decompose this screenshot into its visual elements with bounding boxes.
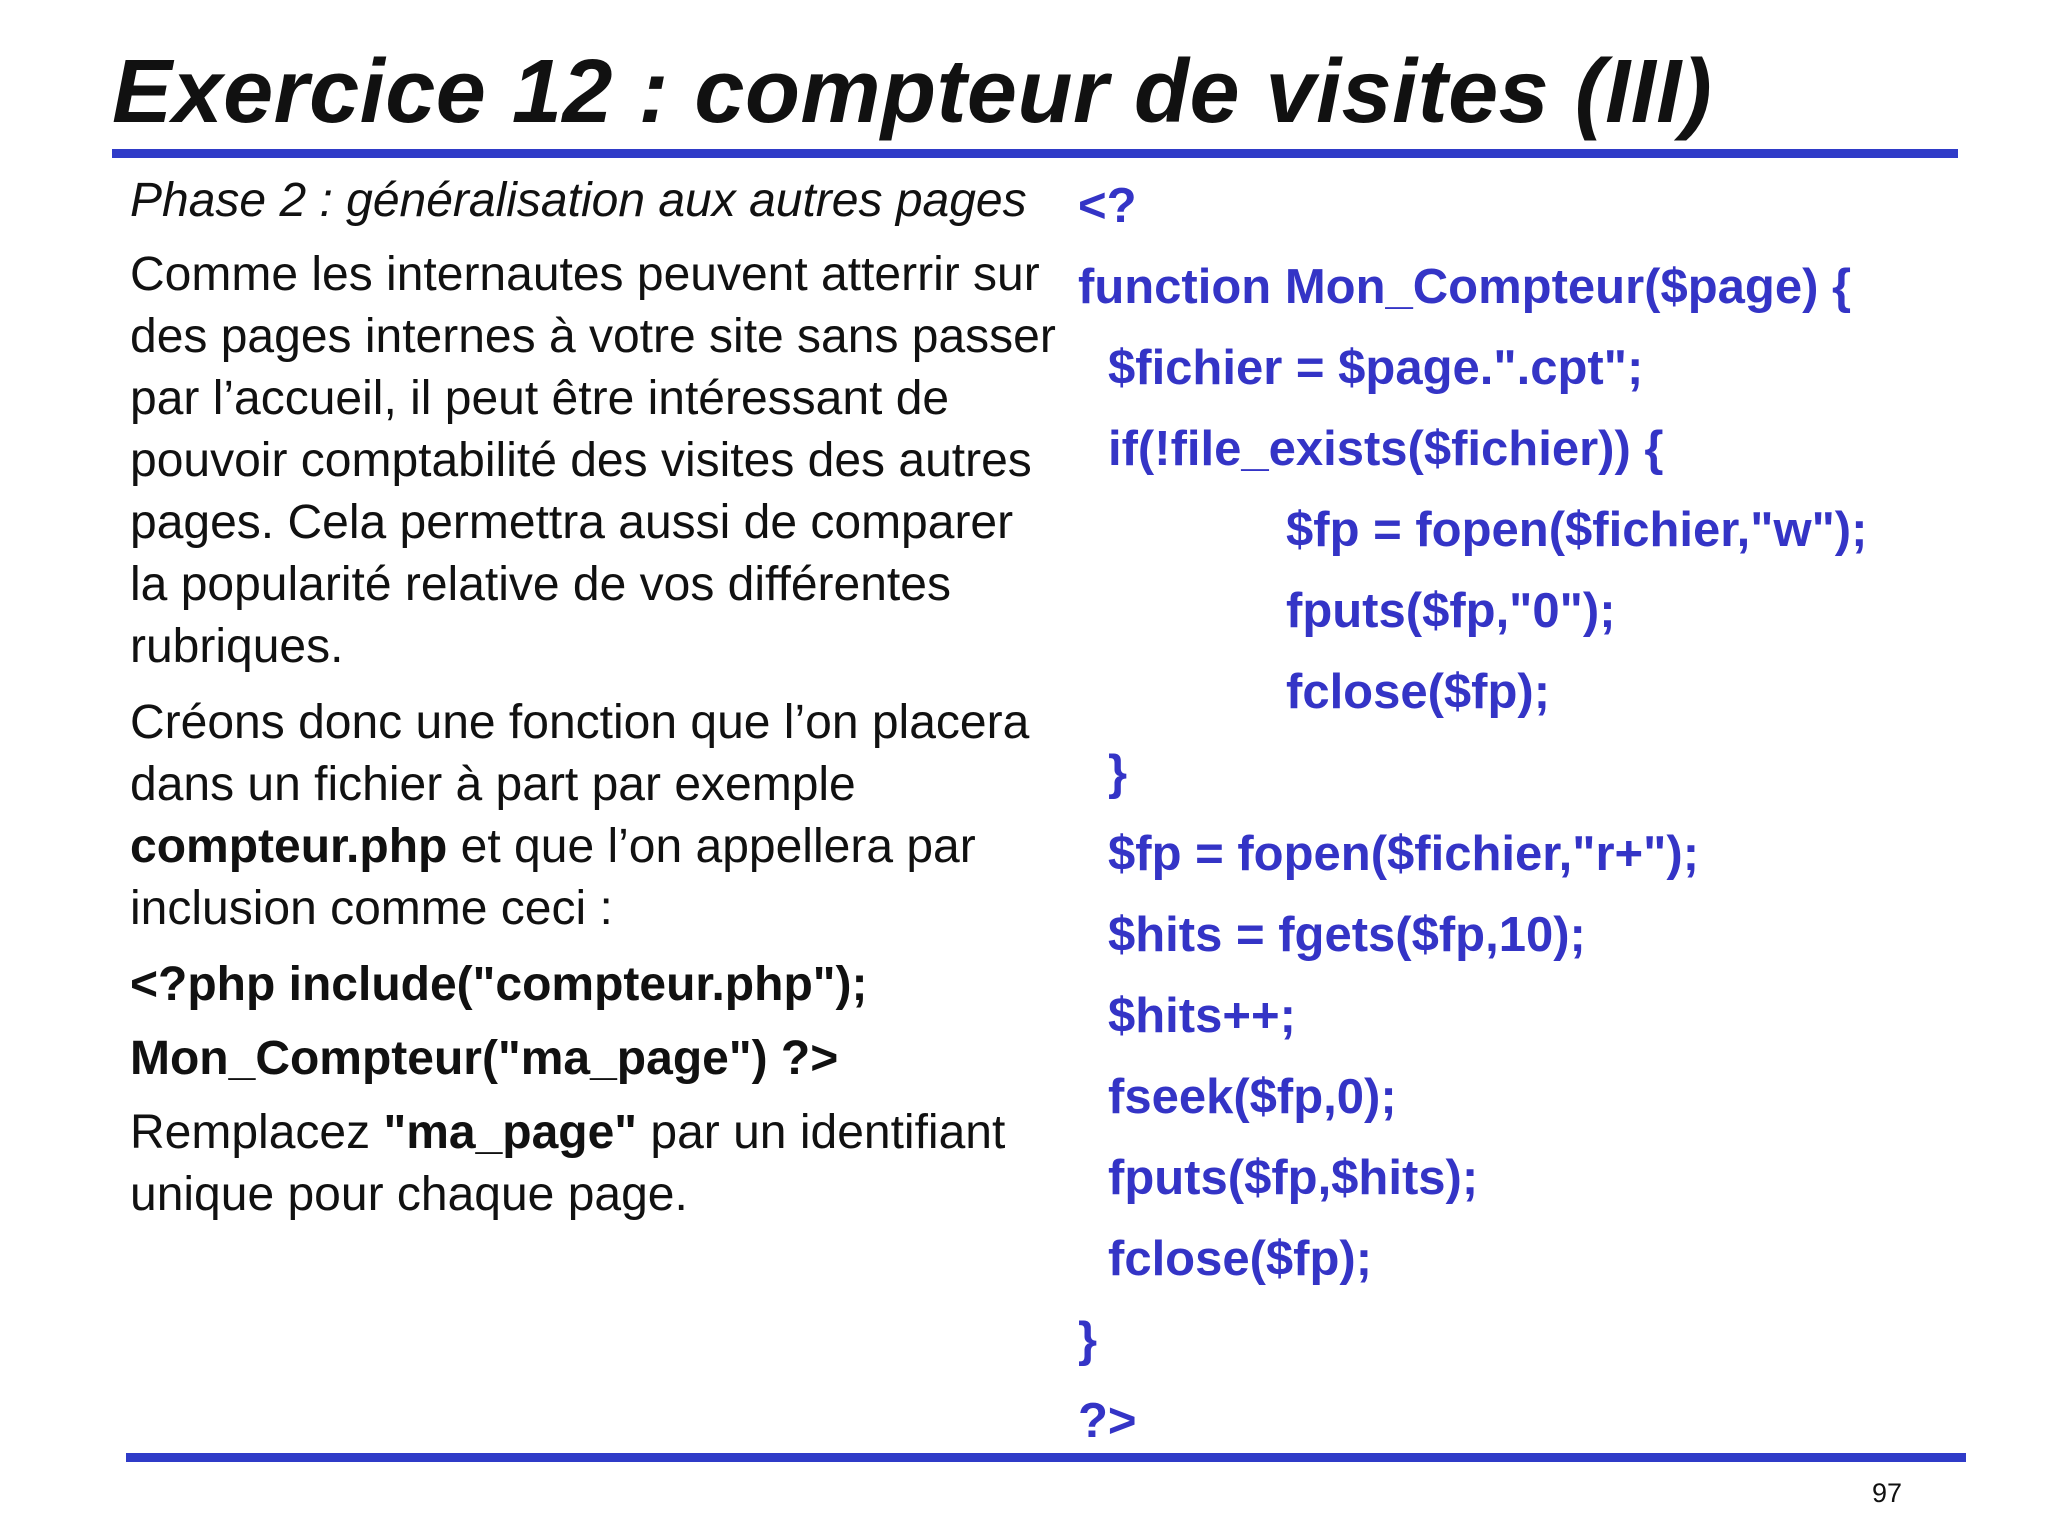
intro-paragraph: Comme les internautes peuvent atterrir sur des pages internes à votre site sans passer par l’accueil, il peut être intéressant de pouvoir comptabilité des visites des autres pages. Cela permettra aussi de comparer la popularité relative de vos différentes rubriques. bbox=[130, 248, 1056, 673]
page-number: 97 bbox=[1872, 1478, 1903, 1508]
include-code-line: <?php include("compteur.php"); bbox=[130, 958, 868, 1011]
title-divider bbox=[112, 149, 1958, 158]
code-line-filename-assignment: $fichier = $page.".cpt"; bbox=[1108, 341, 1644, 395]
code-line-open-read-write: $fp = fopen($fichier,"r+"); bbox=[1108, 827, 1700, 881]
code-listing bbox=[1078, 176, 1978, 1472]
slide-title: Exercice 12 : compteur de visites (III) bbox=[112, 42, 1713, 142]
explanation-column bbox=[130, 170, 1060, 1240]
code-line-close-tag: ?> bbox=[1078, 1394, 1137, 1448]
code-line-write-hits: fputs($fp,$hits); bbox=[1108, 1151, 1479, 1205]
code-line-if-close: } bbox=[1108, 746, 1128, 800]
code-line-open-tag: <? bbox=[1078, 179, 1137, 233]
code-line-open-write: $fp = fopen($fichier,"w"); bbox=[1286, 503, 1868, 557]
call-code-line: Mon_Compteur("ma_page") ?> bbox=[130, 1032, 839, 1085]
page-id-highlight: "ma_page" bbox=[383, 1106, 638, 1159]
replace-paragraph-text-end: par un identifiant unique pour chaque page. bbox=[130, 1106, 1006, 1221]
code-line-increment-hits: $hits++; bbox=[1108, 989, 1296, 1043]
code-line-close-file: fclose($fp); bbox=[1108, 1232, 1373, 1286]
code-line-file-exists-check: if(!file_exists($fichier)) { bbox=[1108, 422, 1664, 476]
code-line-write-zero: fputs($fp,"0"); bbox=[1286, 584, 1616, 638]
code-line-function-close: } bbox=[1078, 1313, 1098, 1367]
code-line-close-inner: fclose($fp); bbox=[1286, 665, 1551, 719]
function-paragraph bbox=[130, 692, 1060, 940]
replace-paragraph-text-start: Remplacez bbox=[130, 1106, 384, 1159]
function-paragraph-text-end: et que l’on appellera par inclusion comme ceci : bbox=[130, 820, 976, 935]
footer-divider bbox=[126, 1453, 1966, 1462]
replace-paragraph bbox=[130, 1102, 1060, 1226]
filename-highlight: compteur.php bbox=[130, 820, 448, 873]
code-line-function-declaration: function Mon_Compteur($page) { bbox=[1078, 260, 1852, 314]
function-paragraph-text-start: Créons donc une fonction que l’on placera dans un fichier à part par exemple bbox=[130, 696, 1030, 811]
code-line-read-hits: $hits = fgets($fp,10); bbox=[1108, 908, 1586, 962]
code-line-seek-start: fseek($fp,0); bbox=[1108, 1070, 1397, 1124]
phase-heading: Phase 2 : généralisation aux autres pages bbox=[130, 174, 1027, 227]
